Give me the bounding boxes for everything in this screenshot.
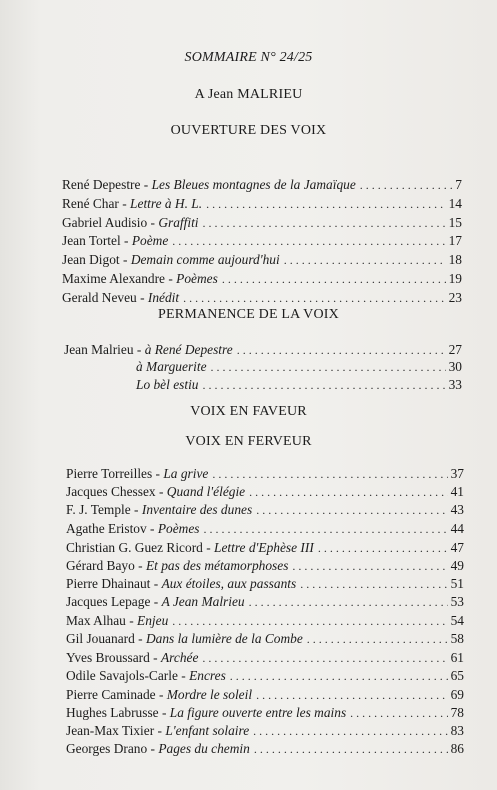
toc-separator: - bbox=[177, 667, 190, 683]
toc-work-title: Encres bbox=[189, 667, 226, 683]
toc-leader-dots bbox=[172, 613, 447, 629]
toc-leader-dots bbox=[284, 252, 446, 268]
toc-leader-dots bbox=[253, 723, 447, 739]
toc-page-number: 33 bbox=[448, 376, 462, 392]
toc-leader-dots bbox=[212, 466, 447, 482]
toc-work-title: Les Bleues montagnes de la Jamaïque bbox=[151, 177, 356, 192]
toc-entry bbox=[66, 540, 464, 556]
toc-page-number: 19 bbox=[448, 271, 462, 286]
toc-entry bbox=[66, 741, 464, 757]
toc-entry bbox=[136, 359, 462, 375]
toc-entry bbox=[66, 576, 464, 592]
toc-page-number: 14 bbox=[448, 195, 462, 211]
toc-separator: - bbox=[155, 484, 167, 500]
toc-entry bbox=[66, 705, 464, 721]
toc-page-number: 65 bbox=[450, 667, 464, 683]
toc-work-title: Dans la lumière de la Combe bbox=[145, 631, 303, 647]
toc-author: Gérard Bayo bbox=[66, 557, 135, 573]
toc-work-title: Et pas des métamorphoses bbox=[145, 557, 289, 573]
toc-leader-dots bbox=[360, 177, 453, 193]
toc-entry-label bbox=[66, 466, 208, 482]
toc-author: Jean-Max Tixier bbox=[66, 723, 155, 739]
toc-work-title: Lo bèl estiu bbox=[136, 376, 199, 392]
toc-page-number: 51 bbox=[450, 576, 464, 591]
toc-work-title: La figure ouverte entre les mains bbox=[169, 705, 347, 720]
toc-entry-label bbox=[66, 687, 252, 703]
toc-entry bbox=[62, 271, 462, 287]
toc-leader-dots bbox=[237, 342, 446, 358]
toc-entry-label bbox=[66, 613, 168, 629]
toc-leader-dots bbox=[318, 540, 448, 556]
toc-separator: - bbox=[147, 214, 159, 230]
toc-entry-label bbox=[66, 723, 249, 739]
toc-entry-label bbox=[66, 558, 288, 574]
toc-work-title: Lettre d'Ephèse III bbox=[214, 539, 314, 555]
toc-separator: - bbox=[150, 594, 162, 610]
toc-entry-label bbox=[62, 215, 199, 231]
toc-author: Gabriel Audisio bbox=[62, 214, 148, 230]
toc-entry bbox=[66, 650, 464, 666]
toc-leader-dots bbox=[183, 290, 445, 306]
toc-page-number: 54 bbox=[450, 613, 464, 629]
toc-work-title: Inventaire des dunes bbox=[141, 502, 253, 518]
toc-separator: - bbox=[147, 741, 159, 757]
toc-separator: - bbox=[140, 177, 152, 192]
section-title-permanence: PERMANENCE DE LA VOIX bbox=[158, 307, 339, 322]
toc-entry-label bbox=[66, 484, 245, 500]
toc-separator: - bbox=[130, 502, 142, 518]
section-title-ferveur: VOIX EN FERVEUR bbox=[185, 434, 312, 449]
toc-page-number: 69 bbox=[450, 686, 464, 702]
toc-page-number: 41 bbox=[450, 484, 464, 500]
toc-work-title: Poèmes bbox=[176, 271, 218, 286]
toc-work-title: A Jean Malrieu bbox=[161, 594, 245, 610]
toc-leader-dots bbox=[300, 576, 447, 592]
toc-entry-label bbox=[66, 521, 200, 537]
toc-leader-dots bbox=[204, 521, 448, 537]
toc-author: Jean Tortel bbox=[62, 233, 121, 249]
toc-entry-label bbox=[66, 594, 245, 610]
toc-entry-label bbox=[66, 705, 346, 721]
toc-entry bbox=[62, 233, 462, 249]
toc-entry-label bbox=[66, 540, 314, 556]
toc-page-number: 43 bbox=[450, 502, 464, 518]
toc-leader-dots bbox=[211, 359, 446, 375]
toc-entry bbox=[66, 687, 464, 703]
toc-entry bbox=[62, 177, 462, 193]
toc-page-number: 49 bbox=[450, 557, 464, 573]
toc-separator: - bbox=[158, 705, 170, 720]
toc-separator: - bbox=[152, 466, 164, 481]
dedication: A Jean MALRIEU bbox=[194, 87, 303, 102]
toc-author: Pierre Dhainaut bbox=[66, 576, 151, 591]
toc-separator: - bbox=[155, 686, 167, 702]
toc-entry-label bbox=[66, 650, 198, 666]
toc-page-number: 23 bbox=[448, 289, 462, 305]
toc-author: Gerald Neveu bbox=[62, 289, 137, 305]
toc-work-title: à Marguerite bbox=[136, 359, 207, 375]
toc-work-title: Inédit bbox=[147, 289, 180, 305]
toc-author: Hughes Labrusse bbox=[66, 705, 159, 720]
toc-page-number: 78 bbox=[450, 705, 464, 720]
toc-entry bbox=[66, 723, 464, 739]
toc-work-title: Quand l'élégie bbox=[166, 484, 246, 500]
toc-work-title: L'enfant solaire bbox=[165, 723, 250, 739]
toc-work-title: Pages du chemin bbox=[158, 741, 250, 757]
toc-entry-label bbox=[66, 576, 296, 592]
toc-entry bbox=[66, 521, 464, 537]
toc-entry-label bbox=[62, 271, 218, 287]
toc-entry bbox=[62, 215, 462, 231]
toc-leader-dots bbox=[230, 668, 448, 684]
toc-leader-dots bbox=[292, 558, 447, 574]
toc-entry-label bbox=[64, 342, 233, 358]
toc-separator: - bbox=[154, 723, 166, 739]
toc-author: Christian G. Guez Ricord bbox=[66, 539, 203, 555]
toc-entry-label bbox=[136, 377, 199, 393]
toc-entry-label bbox=[62, 290, 179, 306]
toc-leader-dots bbox=[249, 594, 448, 610]
toc-leader-dots bbox=[172, 233, 445, 249]
toc-page-number: 86 bbox=[450, 741, 464, 757]
toc-entry bbox=[62, 196, 462, 212]
toc-page-number: 7 bbox=[455, 177, 462, 192]
toc-separator: - bbox=[165, 271, 177, 286]
toc-leader-dots bbox=[254, 741, 448, 757]
toc-entry-label bbox=[62, 233, 168, 249]
toc-separator: - bbox=[133, 342, 145, 357]
toc-entry bbox=[66, 613, 464, 629]
toc-work-title: Demain comme aujourd'hui bbox=[130, 252, 280, 268]
toc-author: Maxime Alexandre bbox=[62, 271, 165, 286]
toc-leader-dots bbox=[206, 196, 446, 212]
toc-separator: - bbox=[118, 195, 131, 211]
toc-page-number: 15 bbox=[448, 214, 462, 230]
toc-entry-label bbox=[66, 631, 303, 647]
toc-author: René Depestre bbox=[62, 177, 141, 192]
issue-title: SOMMAIRE N° 24/25 bbox=[184, 50, 313, 65]
toc-leader-dots bbox=[202, 650, 447, 666]
toc-page-number: 58 bbox=[450, 631, 464, 647]
toc-page-number: 44 bbox=[450, 520, 464, 536]
toc-separator: - bbox=[120, 233, 132, 249]
toc-page-number: 17 bbox=[448, 233, 462, 249]
toc-entry-label bbox=[62, 177, 356, 193]
toc-page-number: 30 bbox=[448, 359, 462, 375]
toc-page-number: 47 bbox=[450, 539, 464, 555]
toc-entry bbox=[66, 484, 464, 500]
section-title-faveur: VOIX EN FAVEUR bbox=[190, 404, 307, 419]
toc-work-title: Enjeu bbox=[137, 613, 169, 629]
toc-work-title: Graffiti bbox=[158, 214, 199, 230]
toc-separator: - bbox=[149, 649, 161, 665]
toc-leader-dots bbox=[256, 502, 447, 518]
toc-entry-label bbox=[66, 668, 226, 684]
toc-work-title: Poème bbox=[131, 233, 169, 249]
toc-author: Pierre Caminade bbox=[66, 686, 156, 702]
toc-author: Max Alhau bbox=[66, 613, 126, 629]
toc-page-number: 37 bbox=[450, 466, 464, 481]
toc-author: René Char bbox=[62, 195, 119, 211]
toc-author: Jacques Lepage bbox=[66, 594, 151, 610]
toc-work-title: Poèmes bbox=[157, 520, 200, 536]
toc-entry bbox=[66, 631, 464, 647]
toc-author: Jean Digot bbox=[62, 252, 120, 268]
toc-entry-label bbox=[66, 741, 250, 757]
toc-entry-label bbox=[66, 502, 252, 518]
toc-author: Agathe Eristov bbox=[66, 520, 147, 536]
toc-entry-label bbox=[62, 196, 202, 212]
toc-work-title: à René Depestre bbox=[144, 342, 233, 357]
toc-page-number: 83 bbox=[450, 723, 464, 739]
toc-work-title: La grive bbox=[163, 466, 209, 481]
toc-entry bbox=[64, 342, 462, 358]
toc-page-number: 53 bbox=[450, 594, 464, 610]
toc-entry-label bbox=[136, 359, 207, 375]
toc-entry bbox=[62, 252, 462, 268]
toc-separator: - bbox=[136, 289, 148, 305]
toc-entry-label bbox=[62, 252, 280, 268]
toc-work-title: Lettre à H. L. bbox=[130, 195, 203, 211]
toc-author: Odile Savajols-Carle bbox=[66, 667, 178, 683]
toc-separator: - bbox=[125, 613, 138, 629]
toc-entry bbox=[62, 290, 462, 306]
toc-author: Georges Drano bbox=[66, 741, 148, 757]
toc-entry bbox=[66, 558, 464, 574]
toc-leader-dots bbox=[249, 484, 447, 500]
toc-leader-dots bbox=[203, 215, 446, 231]
toc-author: F. J. Temple bbox=[66, 502, 131, 518]
toc-separator: - bbox=[150, 576, 162, 591]
toc-entry bbox=[66, 466, 464, 482]
toc-separator: - bbox=[134, 631, 146, 647]
toc-leader-dots bbox=[203, 377, 446, 393]
toc-separator: - bbox=[202, 539, 215, 555]
toc-author: Jean Malrieu bbox=[64, 342, 134, 357]
toc-work-title: Archée bbox=[160, 649, 199, 665]
toc-separator: - bbox=[119, 252, 131, 268]
toc-separator: - bbox=[146, 520, 158, 536]
toc-entry bbox=[66, 668, 464, 684]
toc-page-number: 27 bbox=[448, 342, 462, 357]
toc-author: Pierre Torreilles bbox=[66, 466, 153, 481]
toc-author: Gil Jouanard bbox=[66, 631, 135, 647]
toc-work-title: Aux étoiles, aux passants bbox=[161, 576, 297, 591]
toc-entry bbox=[66, 502, 464, 518]
toc-entry bbox=[136, 377, 462, 393]
toc-leader-dots bbox=[350, 705, 447, 721]
toc-separator: - bbox=[134, 557, 146, 573]
toc-author: Yves Broussard bbox=[66, 649, 150, 665]
toc-page-number: 61 bbox=[450, 649, 464, 665]
toc-work-title: Mordre le soleil bbox=[166, 686, 253, 702]
toc-leader-dots bbox=[256, 687, 448, 703]
toc-leader-dots bbox=[222, 271, 446, 287]
toc-entry bbox=[66, 594, 464, 610]
toc-leader-dots bbox=[307, 631, 448, 647]
toc-author: Jacques Chessex bbox=[66, 484, 156, 500]
toc-page-number: 18 bbox=[448, 252, 462, 268]
section-title-ouverture: OUVERTURE DES VOIX bbox=[170, 123, 327, 138]
